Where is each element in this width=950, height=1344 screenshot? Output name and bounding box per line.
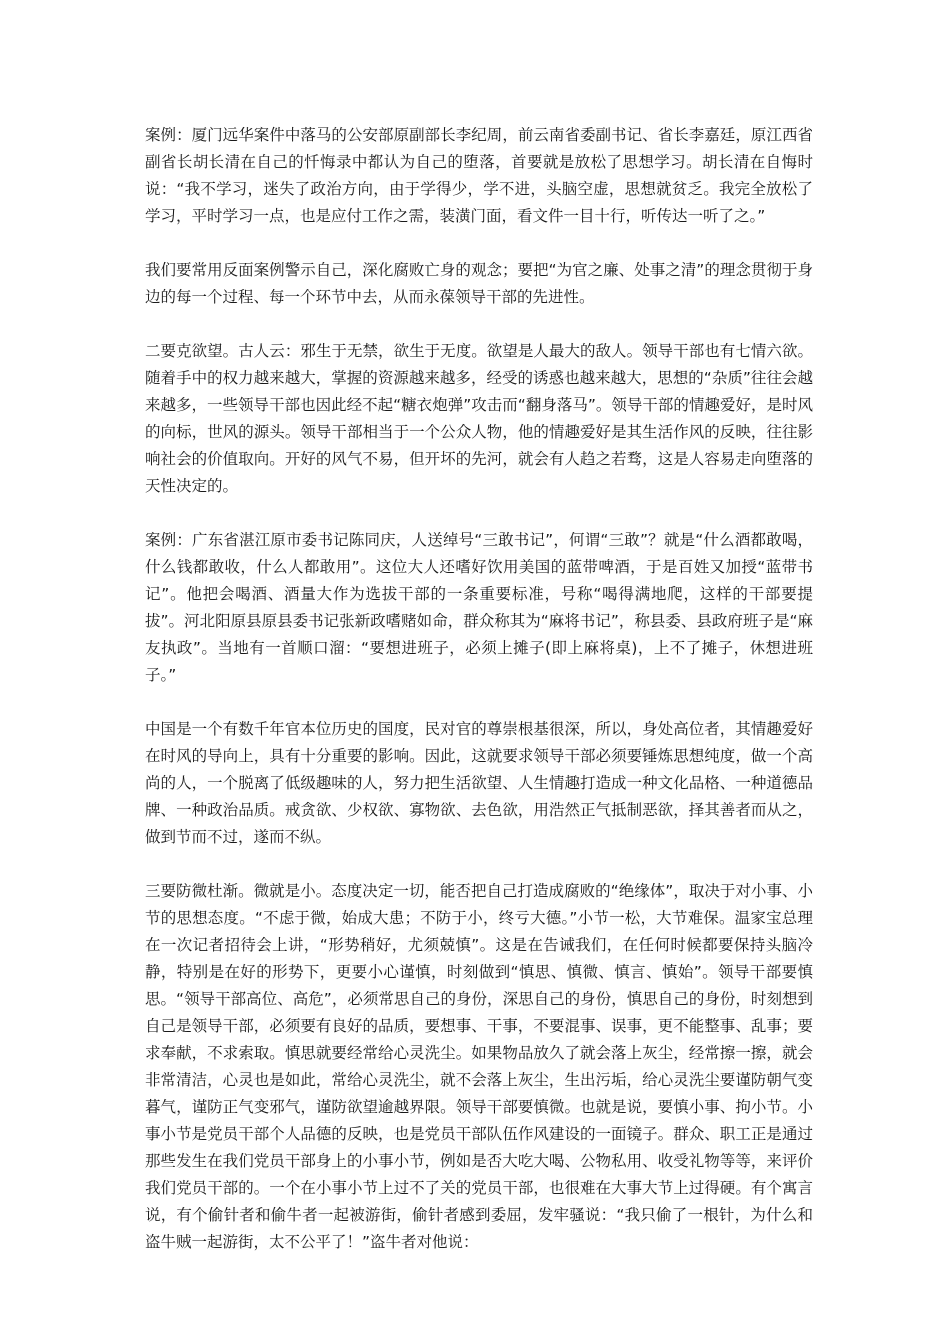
paragraph-case-study-2: 案例：广东省湛江原市委书记陈同庆，人送绰号“三敢书记”，何谓“三敢”？就是“什么酒都敢喝，什么钱都敢收，什么人都敢用”。这位大人还嗜好饮用美国的蓝带啤酒，于是百姓又加授“蓝带书记”。他把会喝酒、酒量大作为选拔干部的一条重要标准，号称“喝得满地爬，这样的干部要提拔”。河北阳原县原县委书记张新政嗜赌如命，群众称其为“麻将书记”，称县委、县政府班子是“麻友执政”。当地有一首顺口溜：“要想进班子，必须上摊子(即上麻将桌)，上不了摊子，休想进班子。”	[145, 531, 813, 684]
document-body	[145, 122, 813, 1256]
paragraph-official-tradition: 中国是一个有数千年官本位历史的国度，民对官的尊崇根基很深，所以，身处高位者，其情趣爱好在时风的导向上，具有十分重要的影响。因此，这就要求领导干部必须要锤炼思想纯度，做一个高尚的人，一个脱离了低级趣味的人，努力把生活欲望、人生情趣打造成一种文化品格、一种道德品牌、一种政治品质。戒贪欲、少权欲、寡物欲、去色欲，用浩然正气抵制恶欲，择其善者而从之，做到节而不过，遂而不纵。	[145, 720, 813, 846]
paragraph-guard-small-things: 三要防微杜渐。微就是小。态度决定一切，能否把自己打造成腐败的“绝缘体”，取决于对小事、小节的思想态度。“不虑于微，始成大患；不防于小，终亏大德。”小节一松，大节难保。温家宝总理在一次记者招待会上讲，“形势稍好，尤须兢慎”。这是在告诫我们，在任何时候都要保持头脑冷静，特别是在好的形势下，更要小心谨慎，时刻做到“慎思、慎微、慎言、慎始”。领导干部要慎思。“领导干部高位、高危”，必须常思自己的身份，深思自己的身份，慎思自己的身份，时刻想到自己是领导干部，必须要有良好的品质，要想事、干事，不要混事、误事，更不能整事、乱事；要求奉献，不求索取。慎思就要经常给心灵洗尘。如果物品放久了就会落上灰尘，经常擦一擦，就会非常清洁，心灵也是如此，常给心灵洗尘，就不会落上灰尘，生出污垢，给心灵洗尘要谨防朝气变暮气，谨防正气变邪气，谨防欲望逾越界限。领导干部要慎微。也就是说，要慎小事、拘小节。小事小节是党员干部个人品德的反映，也是党员干部队伍作风建设的一面镜子。群众、职工正是通过那些发生在我们党员干部身上的小事小节，例如是否大吃大喝、公物私用、收受礼物等等，来评价我们党员干部的。一个在小事小节上过不了关的党员干部，也很难在大事大节上过得硬。有个寓言说，有个偷针者和偷牛者一起被游街，偷针者感到委屈，发牢骚说：“我只偷了一根针，为什么和盗牛贼一起游街，太不公平了！”盗牛者对他说：	[145, 882, 813, 1251]
paragraph-warning-lesson: 我们要常用反面案例警示自己，深化腐败亡身的观念；要把“为官之廉、处事之清”的理念贯彻于身边的每一个过程、每一个环节中去，从而永葆领导干部的先进性。	[145, 261, 813, 306]
paragraph-control-desire: 二要克欲望。古人云：邪生于无禁，欲生于无度。欲望是人最大的敌人。领导干部也有七情六欲。随着手中的权力越来越大，掌握的资源越来越多，经受的诱惑也越来越大，思想的“杂质”往往会越来越多，一些领导干部也因此经不起“糖衣炮弹”攻击而“翻身落马”。领导干部的情趣爱好，是时风的向标，世风的源头。领导干部相当于一个公众人物，他的情趣爱好是其生活作风的反映，往往影响社会的价值取向。开好的风气不易，但开坏的先河，就会有人趋之若骛，这是人容易走向堕落的天性决定的。	[145, 342, 813, 495]
paragraph-case-study-1: 案例：厦门远华案件中落马的公安部原副部长李纪周，前云南省委副书记、省长李嘉廷，原江西省副省长胡长清在自己的忏悔录中都认为自己的堕落，首要就是放松了思想学习。胡长清在自悔时说：“我不学习，迷失了政治方向，由于学得少，学不进，头脑空虚，思想就贫乏。我完全放松了学习，平时学习一点，也是应付工作之需，装潢门面，看文件一目十行，听传达一听了之。”	[145, 126, 813, 225]
